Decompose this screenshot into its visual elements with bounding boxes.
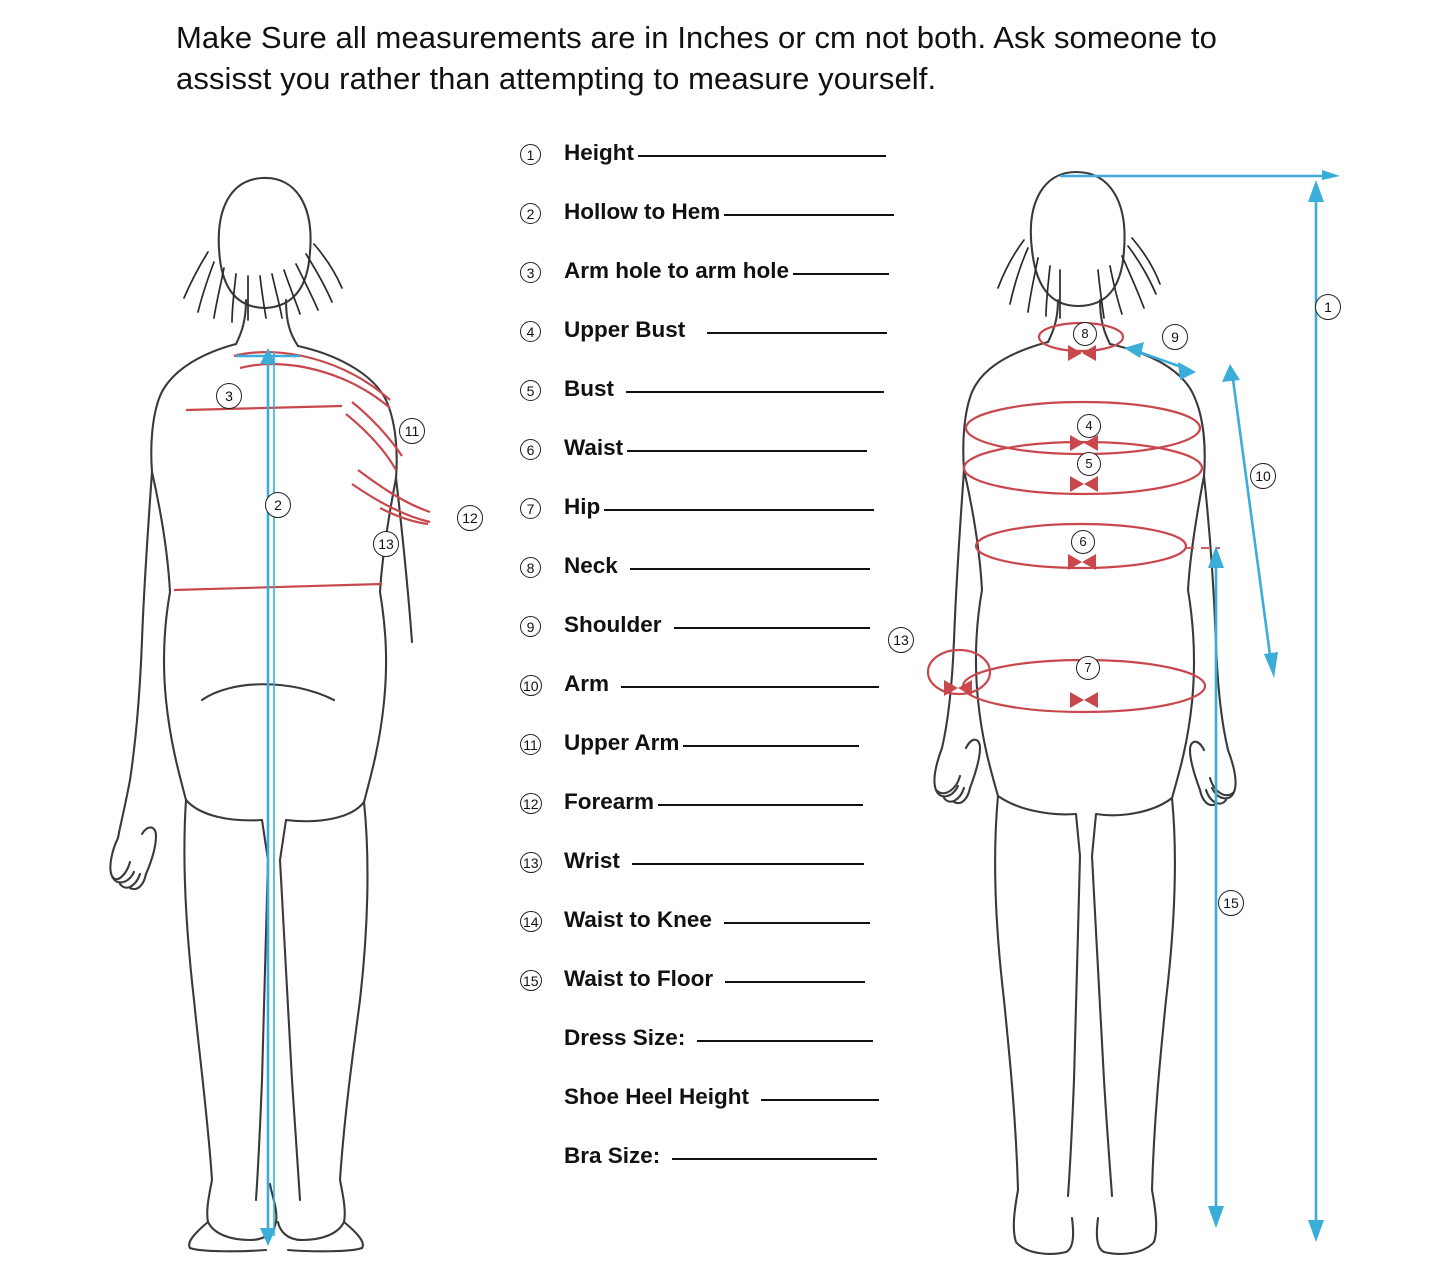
measurement-input-line[interactable] — [724, 214, 894, 216]
measurement-label: Upper Arm — [564, 730, 680, 755]
measurement-input-line[interactable] — [697, 1040, 873, 1042]
measurement-label: Waist — [564, 435, 624, 460]
measurement-row-bust — [520, 376, 950, 435]
callout-front-5: 5 — [1077, 452, 1101, 476]
measurement-number: 6 — [520, 439, 564, 460]
measurement-list — [520, 140, 950, 1202]
measurement-number: 4 — [520, 321, 564, 342]
callout-front-1: 1 — [1315, 294, 1341, 320]
measurement-row-forearm — [520, 789, 950, 848]
measurement-input-line[interactable] — [793, 273, 889, 275]
measurement-input-line[interactable] — [707, 332, 887, 334]
measurement-row-arm-hole-to-arm-hole — [520, 258, 950, 317]
callout-front-4: 4 — [1077, 414, 1101, 438]
callout-back-3: 3 — [216, 383, 242, 409]
measurement-label: Dress Size: — [564, 1025, 686, 1050]
measurement-label: Waist to Floor — [564, 966, 714, 991]
measurement-input-line[interactable] — [724, 922, 870, 924]
callout-front-13: 13 — [888, 627, 914, 653]
measurement-row-upper-bust — [520, 317, 950, 376]
callout-front-9: 9 — [1162, 324, 1188, 350]
measurement-row-waist-to-knee — [520, 907, 950, 966]
measurement-input-line[interactable] — [683, 745, 859, 747]
measurement-row-dress-size — [520, 1025, 950, 1084]
measurement-input-line[interactable] — [658, 804, 863, 806]
measurement-number: 13 — [520, 852, 564, 873]
measurement-input-line[interactable] — [672, 1158, 877, 1160]
measurement-label: Height — [564, 140, 634, 165]
callout-back-11: 11 — [399, 418, 425, 444]
measurement-row-shoe-heel-height — [520, 1084, 950, 1143]
measurement-input-line[interactable] — [630, 568, 870, 570]
measurement-row-waist — [520, 435, 950, 494]
measurement-input-line[interactable] — [638, 155, 886, 157]
measurement-number: 9 — [520, 616, 564, 637]
measurement-row-bra-size — [520, 1143, 950, 1202]
measurement-number: 8 — [520, 557, 564, 578]
measurement-number: 11 — [520, 734, 564, 755]
measurement-label: Shoe Heel Height — [564, 1084, 750, 1109]
measurement-label: Forearm — [564, 789, 655, 814]
back-view-figure — [90, 0, 520, 1285]
callout-front-15: 15 — [1218, 890, 1244, 916]
measurement-input-line[interactable] — [761, 1099, 879, 1101]
measurement-label: Neck — [564, 553, 618, 578]
callout-front-10: 10 — [1250, 463, 1276, 489]
measurement-number: 3 — [520, 262, 564, 283]
measurement-number: 10 — [520, 675, 564, 696]
measurement-number: 15 — [520, 970, 564, 991]
measurement-label: Arm hole to arm hole — [564, 258, 790, 283]
measurement-row-wrist — [520, 848, 950, 907]
callout-back-2: 2 — [265, 492, 291, 518]
measurement-label: Arm — [564, 671, 610, 696]
callout-front-6: 6 — [1071, 530, 1095, 554]
measurement-row-hollow-to-hem — [520, 199, 950, 258]
back-view-svg — [90, 0, 520, 1285]
measurement-number: 12 — [520, 793, 564, 814]
callout-front-8: 8 — [1073, 322, 1097, 346]
measurement-row-arm — [520, 671, 950, 730]
measurement-number: 2 — [520, 203, 564, 224]
measurement-input-line[interactable] — [621, 686, 879, 688]
measurement-row-shoulder — [520, 612, 950, 671]
callout-back-13: 13 — [373, 531, 399, 557]
measurement-label: Wrist — [564, 848, 620, 873]
measurement-row-neck — [520, 553, 950, 612]
measurement-input-line[interactable] — [632, 863, 864, 865]
measurement-label: Shoulder — [564, 612, 662, 637]
measurement-number: 1 — [520, 144, 564, 165]
measurement-number: 14 — [520, 911, 564, 932]
measurement-label: Bust — [564, 376, 614, 401]
measurement-label: Hollow to Hem — [564, 199, 721, 224]
measurement-label: Upper Bust — [564, 317, 686, 342]
measurement-row-waist-to-floor — [520, 966, 950, 1025]
measurement-label: Hip — [564, 494, 601, 519]
measurement-row-height — [520, 140, 950, 199]
measurement-row-upper-arm — [520, 730, 950, 789]
measurement-label: Bra Size: — [564, 1143, 661, 1168]
measurement-row-hip — [520, 494, 950, 553]
measurement-input-line[interactable] — [725, 981, 865, 983]
measurement-number: 7 — [520, 498, 564, 519]
measurement-input-line[interactable] — [626, 391, 884, 393]
callout-back-12: 12 — [457, 505, 483, 531]
measurement-input-line[interactable] — [627, 450, 867, 452]
page-title: Make Sure all measurements are in Inches or cm not both. Ask someone to assisst you rather than attempting to measure yourself. — [176, 20, 1217, 96]
measurement-input-line[interactable] — [674, 627, 870, 629]
measurement-number: 5 — [520, 380, 564, 401]
measurement-label: Waist to Knee — [564, 907, 712, 932]
measurement-input-line[interactable] — [604, 509, 874, 511]
callout-front-7: 7 — [1076, 656, 1100, 680]
